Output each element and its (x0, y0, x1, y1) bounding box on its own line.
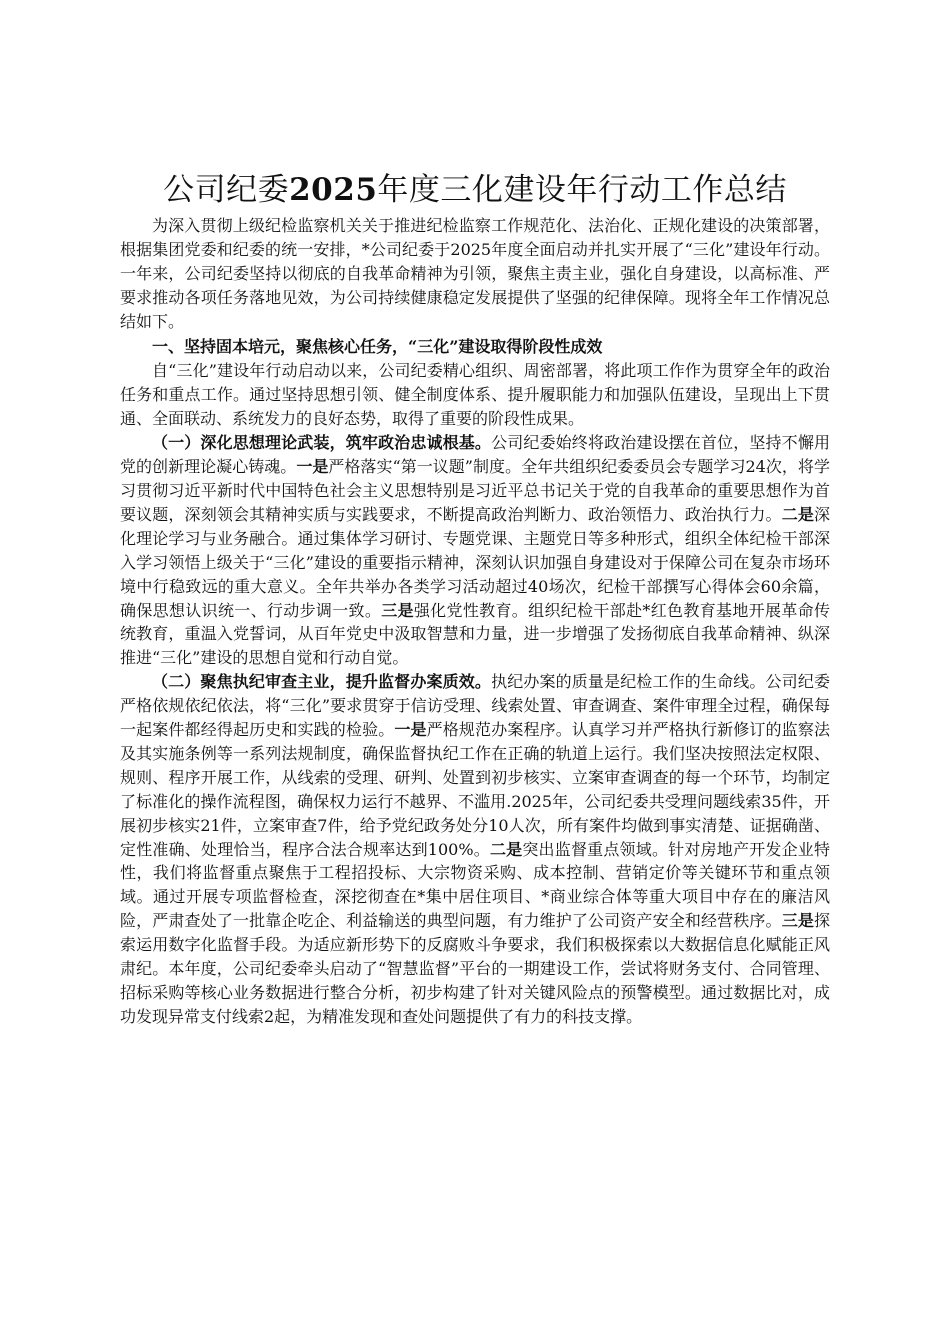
subsection-2-text-2: 严格规范办案程序。认真学习并严格执行新修订的监察法及其实施条例等一系列法规制度，确保监督执纪工作在正确的轨道上运行。我们坚决按照法定权限、规则、程序开展工作，从线索的受理、研判、处置到初步核实、立案审查调查的每一个环节，均制定了标准化的操作流程图，确保权力运行不越界、不滥用.2025年，公司纪委共受理问题线索35件，开展初步核实21件，立案审查7件，给予党纪政务处分10人次，所有案件均做到事实清楚、证据确凿、定性准确、处理恰当，程序合法合规率达到100%。 (120, 720, 830, 859)
subsection-1-text-2: 严格落实“第一议题”制度。全年共组织纪委委员会专题学习24次，将学习贯彻习近平新时代中国特色社会主义思想特别是习近平总书记关于党的自我革命的重要思想作为首要议题，深刻领会其精神实质与实践要求，不断提高政治判断力、政治领悟力、政治执行力。 (120, 457, 830, 524)
document-title (120, 168, 830, 212)
subsection-2-text-1: 执纪办案的质量是纪检工作的生命线。公司纪委严格依规依纪依法，将“三化”要求贯穿于信访受理、线索处置、审查调查、案件审理全过程，确保每一起案件都经得起历史和实践的检验。 (120, 672, 830, 740)
title-year: 2025 (289, 172, 378, 208)
subsection-2-marker-2: 二是 (489, 839, 523, 859)
subsection-2-heading: （二）聚焦执纪审查主业，提升监督办案质效。 (152, 672, 492, 692)
subsection-2-paragraph (120, 670, 830, 1029)
subsection-2-text-4: 探索运用数字化监督手段。为适应新形势下的反腐败斗争要求，我们积极探索以大数据信息化赋能正风肃纪。本年度，公司纪委牵头启动了“智慧监督”平台的一期建设工作，尝试将财务支付、合同管理、招标采购等核心业务数据进行整合分析，初步构建了针对关键风险点的预警模型。通过数据比对，成功发现异常支付线索2起，为精准发现和查处问题提供了有力的科技支撑。 (120, 911, 830, 1026)
subsection-1-text-4: 强化党性教育。组织纪检干部赴*红色教育基地开展革命传统教育，重温入党誓词，从百年党史中汲取智慧和力量，进一步增强了发扬彻底自我革命精神、纵深推进“三化”建设的思想自觉和行动自觉。 (120, 600, 830, 668)
subsection-1-marker-2: 二是 (781, 504, 814, 524)
subsection-1-paragraph (120, 431, 830, 670)
subsection-1-text-1: 公司纪委始终将政治建设摆在首位，坚持不懈用党的创新理论凝心铸魂。 (120, 433, 830, 477)
subsection-2-marker-1: 一是 (394, 720, 427, 740)
title-suffix: 年度三化建设年行动工作总结 (377, 172, 787, 208)
intro-paragraph: 为深入贯彻上级纪检监察机关关于推进纪检监察工作规范化、法治化、正规化建设的决策部署，根据集团党委和纪委的统一安排，*公司纪委于2025年度全面启动并扎实开展了“三化”建设年行动。一年来，公司纪委坚持以彻底的自我革命精神为引领，聚焦主责主业，强化自身建设，以高标准、严要求推动各项任务落地见效，为公司持续健康稳定发展提供了坚强的纪律保障。现将全年工作情况总结如下。 (120, 216, 830, 331)
subsection-1-heading: （一）深化思想理论武装，筑牢政治忠诚根基。 (152, 433, 492, 453)
subsection-2-text-3: 突出监督重点领域。针对房地产开发企业特性，我们将监督重点聚焦于工程招投标、大宗物资采购、成本控制、营销定价等关键环节和重点领域。通过开展专项监督检查，深挖彻查在*集中居住项目、*商业综合体等重大项目中存在的廉洁风险，严肃查处了一批靠企吃企、利益输送的典型问题，有力维护了公司资产安全和经营秩序。 (120, 839, 830, 931)
section-1-intro: 自“三化”建设年行动启动以来，公司纪委精心组织、周密部署，将此项工作作为贯穿全年的政治任务和重点工作。通过坚持思想引领、健全制度体系、提升履职能力和加强队伍建设，呈现出上下贯通、全面联动、系统发力的良好态势，取得了重要的阶段性成果。 (120, 361, 830, 429)
section-1-heading: 一、坚持固本培元，聚焦核心任务，“三化”建设取得阶段性成效 (152, 336, 603, 356)
title-prefix: 公司纪委 (163, 172, 290, 208)
subsection-1-text-3: 深化理论学习与业务融合。通过集体学习研讨、专题党课、主题党日等多种形式，组织全体纪检干部深入学习领悟上级关于“三化”建设的重要指示精神，深刻认识加强自身建设对于保障公司在复杂市场环境中行稳致远的重大意义。全年共举办各类学习活动超过40场次，纪检干部撰写心得体会60余篇，确保思想认识统一、行动步调一致。 (120, 504, 830, 620)
subsection-1-marker-3: 三是 (381, 600, 414, 620)
subsection-1-marker-1: 一是 (296, 457, 329, 477)
subsection-2-marker-3: 三是 (781, 911, 814, 931)
